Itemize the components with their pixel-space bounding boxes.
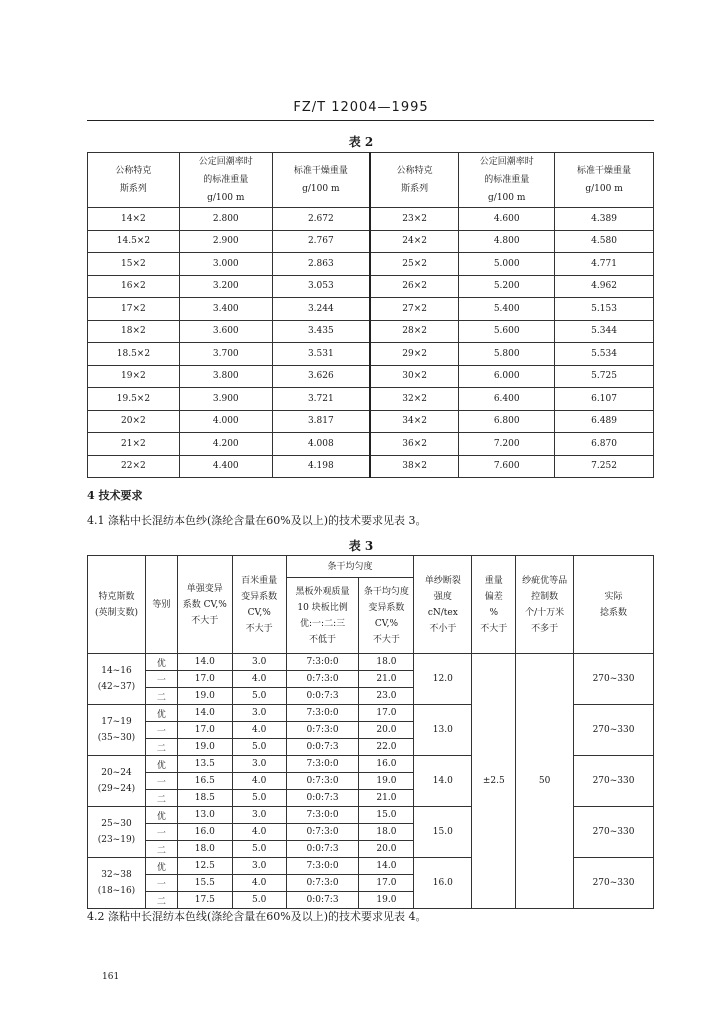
t3-tex-english: (18~16) bbox=[97, 886, 136, 896]
t3-tex: 14~16 bbox=[101, 666, 132, 676]
t2-header-cell bbox=[179, 153, 272, 208]
t3-value: 20.0 bbox=[359, 841, 414, 858]
t3-value: 4.0 bbox=[232, 671, 286, 688]
t2-row bbox=[88, 388, 654, 411]
t2-header-cell bbox=[88, 153, 180, 208]
t3-value: 5.0 bbox=[232, 688, 286, 705]
t2-cell: 4.962 bbox=[555, 275, 654, 298]
t2-cell: 5.200 bbox=[459, 275, 555, 298]
t2-cell: 16×2 bbox=[88, 275, 180, 298]
t3-value: 0:0:7:3 bbox=[286, 841, 359, 858]
t3-grade: 优 bbox=[145, 654, 177, 671]
t2-cell: 5.600 bbox=[459, 320, 555, 343]
t2-cell: 19×2 bbox=[88, 365, 180, 388]
t3-tex-cell bbox=[88, 705, 146, 756]
t2-cell: 4.400 bbox=[179, 455, 272, 478]
t2-cell: 3.000 bbox=[179, 253, 272, 276]
t2-row bbox=[88, 208, 654, 231]
t2-cell: 18.5×2 bbox=[88, 343, 180, 366]
t3-grade: 二 bbox=[145, 841, 177, 858]
t2-cell: 2.767 bbox=[272, 230, 370, 253]
t2-cell: 2.672 bbox=[272, 208, 370, 231]
t3-header-blackboard: 黑板外观质量 10 块板比例 优:一:二:三 不低于 bbox=[286, 578, 359, 654]
t3-value: 0:7:3:0 bbox=[286, 824, 359, 841]
t2-row bbox=[88, 320, 654, 343]
t3-value: 19.0 bbox=[359, 773, 414, 790]
t2-cell: 6.870 bbox=[555, 433, 654, 456]
t3-twist: 270~330 bbox=[574, 858, 654, 909]
table3 bbox=[87, 555, 654, 909]
t3-value: 3.0 bbox=[232, 705, 286, 722]
t3-value: 0:0:7:3 bbox=[286, 790, 359, 807]
t3-value: 0:7:3:0 bbox=[286, 671, 359, 688]
t2-row bbox=[88, 230, 654, 253]
t2-cell: 7.252 bbox=[555, 455, 654, 478]
t3-twist: 270~330 bbox=[574, 807, 654, 858]
t2-header-line: g/100 m bbox=[302, 184, 340, 194]
t3-value: 19.0 bbox=[359, 892, 414, 909]
t2-cell: 4.580 bbox=[555, 230, 654, 253]
t2-cell: 18×2 bbox=[88, 320, 180, 343]
t2-header-line: 标准干燥重量 bbox=[577, 166, 632, 176]
t2-cell: 15×2 bbox=[88, 253, 180, 276]
t3-value: 16.0 bbox=[359, 756, 414, 773]
t2-cell: 19.5×2 bbox=[88, 388, 180, 411]
t2-row bbox=[88, 275, 654, 298]
t2-cell: 27×2 bbox=[370, 298, 459, 321]
t2-cell: 6.800 bbox=[459, 410, 555, 433]
t3-tex: 25~30 bbox=[101, 819, 132, 829]
t2-cell: 5.800 bbox=[459, 343, 555, 366]
t2-cell: 6.000 bbox=[459, 365, 555, 388]
t3-tex-cell bbox=[88, 807, 146, 858]
t3-tex-cell bbox=[88, 654, 146, 705]
t3-grade: 优 bbox=[145, 705, 177, 722]
t3-value: 19.0 bbox=[177, 739, 232, 756]
t3-value: 21.0 bbox=[359, 671, 414, 688]
t3-value: 17.0 bbox=[177, 671, 232, 688]
t3-value: 4.0 bbox=[232, 773, 286, 790]
t2-header-line: 公定回潮率时 bbox=[198, 157, 253, 167]
t3-header-cv-weight: 百米重量 变异系数 CV,% 不大于 bbox=[232, 556, 286, 654]
t3-value: 18.0 bbox=[359, 654, 414, 671]
t2-header-cell bbox=[555, 153, 654, 208]
t3-grade: 一 bbox=[145, 824, 177, 841]
t3-grade: 二 bbox=[145, 688, 177, 705]
t2-cell: 5.000 bbox=[459, 253, 555, 276]
t3-value: 14.0 bbox=[177, 705, 232, 722]
table3-caption: 表 3 bbox=[348, 539, 374, 553]
t3-tex-english: (42~37) bbox=[97, 682, 136, 692]
t3-grade: 二 bbox=[145, 739, 177, 756]
t2-cell: 14.5×2 bbox=[88, 230, 180, 253]
t2-cell: 3.531 bbox=[272, 343, 370, 366]
t2-header-cell bbox=[272, 153, 370, 208]
t2-cell: 6.400 bbox=[459, 388, 555, 411]
t2-cell: 14×2 bbox=[88, 208, 180, 231]
t2-cell: 32×2 bbox=[370, 388, 459, 411]
t3-tenacity: 14.0 bbox=[414, 756, 472, 807]
t2-cell: 3.053 bbox=[272, 275, 370, 298]
t2-cell: 4.389 bbox=[555, 208, 654, 231]
table2-caption: 表 2 bbox=[348, 135, 374, 149]
section-4-2-text: 4.2 涤粘中长混纺本色线(涤纶含量在60%及以上)的技术要求见表 4。 bbox=[87, 910, 427, 923]
t2-header-line: 公称特克 bbox=[396, 166, 433, 176]
t3-value: 0:0:7:3 bbox=[286, 688, 359, 705]
t2-row bbox=[88, 433, 654, 456]
t3-value: 16.5 bbox=[177, 773, 232, 790]
header-rule bbox=[87, 120, 654, 121]
section-4-1-text: 4.1 涤粘中长混纺本色纱(涤纶含量在60%及以上)的技术要求见表 3。 bbox=[87, 514, 427, 527]
t2-header-line: g/100 m bbox=[488, 193, 526, 203]
t2-cell: 3.200 bbox=[179, 275, 272, 298]
t3-value: 13.0 bbox=[177, 807, 232, 824]
t3-value: 4.0 bbox=[232, 875, 286, 892]
t3-value: 15.0 bbox=[359, 807, 414, 824]
t2-header-line: 斯系列 bbox=[401, 184, 429, 194]
t3-header-grade: 等别 bbox=[145, 556, 177, 654]
t3-value: 3.0 bbox=[232, 858, 286, 875]
t3-value: 4.0 bbox=[232, 824, 286, 841]
t3-grade: 二 bbox=[145, 790, 177, 807]
t2-cell: 3.800 bbox=[179, 365, 272, 388]
t3-twist: 270~330 bbox=[574, 756, 654, 807]
t2-cell: 3.721 bbox=[272, 388, 370, 411]
t2-cell: 5.725 bbox=[555, 365, 654, 388]
t3-value: 18.0 bbox=[177, 841, 232, 858]
t3-value: 14.0 bbox=[359, 858, 414, 875]
t3-value: 0:7:3:0 bbox=[286, 875, 359, 892]
t2-cell: 25×2 bbox=[370, 253, 459, 276]
t2-cell: 4.800 bbox=[459, 230, 555, 253]
t3-value: 5.0 bbox=[232, 790, 286, 807]
t3-value: 17.0 bbox=[359, 875, 414, 892]
t3-header-cv-evenness: 条干均匀度 变异系数 CV,% 不大于 bbox=[359, 578, 414, 654]
t3-value: 7:3:0:0 bbox=[286, 654, 359, 671]
t3-value: 13.5 bbox=[177, 756, 232, 773]
t3-tex: 17~19 bbox=[101, 717, 132, 727]
t2-row bbox=[88, 365, 654, 388]
t3-value: 3.0 bbox=[232, 654, 286, 671]
t3-value: 12.5 bbox=[177, 858, 232, 875]
page-number: 161 bbox=[102, 972, 120, 982]
t3-twist: 270~330 bbox=[574, 705, 654, 756]
t3-value: 21.0 bbox=[359, 790, 414, 807]
t2-cell: 3.817 bbox=[272, 410, 370, 433]
t2-header-cell bbox=[459, 153, 555, 208]
t2-cell: 2.863 bbox=[272, 253, 370, 276]
t3-grade: 优 bbox=[145, 756, 177, 773]
t2-cell: 5.400 bbox=[459, 298, 555, 321]
t3-value: 18.5 bbox=[177, 790, 232, 807]
t3-value: 0:0:7:3 bbox=[286, 739, 359, 756]
t2-header-line: g/100 m bbox=[207, 193, 245, 203]
t2-cell: 38×2 bbox=[370, 455, 459, 478]
t2-header-cell bbox=[370, 153, 459, 208]
t2-row bbox=[88, 298, 654, 321]
standard-header: FZ/T 12004—1995 bbox=[293, 100, 429, 115]
t3-value: 0:7:3:0 bbox=[286, 773, 359, 790]
t3-value: 14.0 bbox=[177, 654, 232, 671]
t3-grade: 一 bbox=[145, 671, 177, 688]
t3-tex-cell bbox=[88, 858, 146, 909]
t3-header-tex: 特克斯数 (英制支数) bbox=[88, 556, 146, 654]
t2-cell: 30×2 bbox=[370, 365, 459, 388]
t2-cell: 5.344 bbox=[555, 320, 654, 343]
t2-row bbox=[88, 410, 654, 433]
t3-value: 5.0 bbox=[232, 892, 286, 909]
t2-cell: 4.600 bbox=[459, 208, 555, 231]
t3-tex-english: (29~24) bbox=[97, 784, 136, 794]
t3-value: 7:3:0:0 bbox=[286, 756, 359, 773]
t3-tenacity: 13.0 bbox=[414, 705, 472, 756]
t2-cell: 29×2 bbox=[370, 343, 459, 366]
t3-value: 3.0 bbox=[232, 807, 286, 824]
t2-cell: 6.489 bbox=[555, 410, 654, 433]
t2-cell: 7.600 bbox=[459, 455, 555, 478]
t3-value: 7:3:0:0 bbox=[286, 807, 359, 824]
t3-value: 7:3:0:0 bbox=[286, 858, 359, 875]
t2-cell: 3.900 bbox=[179, 388, 272, 411]
t3-header-cv-strength: 单强变异 系数 CV,% 不大于 bbox=[177, 556, 232, 654]
t2-cell: 2.900 bbox=[179, 230, 272, 253]
t2-header-line: 标准干燥重量 bbox=[293, 166, 348, 176]
t2-cell: 7.200 bbox=[459, 433, 555, 456]
t2-cell: 4.771 bbox=[555, 253, 654, 276]
t2-cell: 28×2 bbox=[370, 320, 459, 343]
t2-header-line: 的标准重量 bbox=[203, 175, 249, 185]
t2-cell: 21×2 bbox=[88, 433, 180, 456]
t2-cell: 3.700 bbox=[179, 343, 272, 366]
t3-tex-english: (35~30) bbox=[97, 733, 136, 743]
t3-neps-limit: 50 bbox=[516, 654, 574, 909]
t3-value: 17.0 bbox=[177, 722, 232, 739]
t2-header-line: 斯系列 bbox=[119, 184, 147, 194]
t3-value: 15.5 bbox=[177, 875, 232, 892]
t3-value: 20.0 bbox=[359, 722, 414, 739]
t2-cell: 4.000 bbox=[179, 410, 272, 433]
t3-tex: 20~24 bbox=[101, 768, 132, 778]
t2-cell: 20×2 bbox=[88, 410, 180, 433]
t3-value: 0:7:3:0 bbox=[286, 722, 359, 739]
t3-header-twist: 实际 捻系数 bbox=[574, 556, 654, 654]
t2-cell: 17×2 bbox=[88, 298, 180, 321]
t2-header-line: 公定回潮率时 bbox=[479, 157, 534, 167]
t3-twist: 270~330 bbox=[574, 654, 654, 705]
t3-value: 19.0 bbox=[177, 688, 232, 705]
t2-cell: 3.626 bbox=[272, 365, 370, 388]
t3-value: 5.0 bbox=[232, 841, 286, 858]
t3-header-evenness: 条干均匀度 bbox=[286, 556, 414, 578]
t3-grade: 优 bbox=[145, 807, 177, 824]
t2-cell: 34×2 bbox=[370, 410, 459, 433]
t2-cell: 3.600 bbox=[179, 320, 272, 343]
t2-row bbox=[88, 253, 654, 276]
t3-value: 16.0 bbox=[177, 824, 232, 841]
t2-header-line: 的标准重量 bbox=[484, 175, 530, 185]
t2-cell: 3.435 bbox=[272, 320, 370, 343]
t3-value: 7:3:0:0 bbox=[286, 705, 359, 722]
t3-value: 0:0:7:3 bbox=[286, 892, 359, 909]
t2-row bbox=[88, 455, 654, 478]
t3-grade: 一 bbox=[145, 875, 177, 892]
t3-value: 23.0 bbox=[359, 688, 414, 705]
t3-header-tenacity: 单纱断裂 强度 cN/tex 不小于 bbox=[414, 556, 472, 654]
t3-grade: 优 bbox=[145, 858, 177, 875]
t3-value: 3.0 bbox=[232, 756, 286, 773]
t2-cell: 5.534 bbox=[555, 343, 654, 366]
t2-cell: 4.198 bbox=[272, 455, 370, 478]
t3-row bbox=[88, 654, 654, 671]
t3-grade: 一 bbox=[145, 722, 177, 739]
section-4-title: 4 技术要求 bbox=[87, 489, 143, 502]
t2-cell: 4.008 bbox=[272, 433, 370, 456]
t2-cell: 3.400 bbox=[179, 298, 272, 321]
t3-value: 17.0 bbox=[359, 705, 414, 722]
t2-cell: 23×2 bbox=[370, 208, 459, 231]
t2-cell: 24×2 bbox=[370, 230, 459, 253]
t2-cell: 22×2 bbox=[88, 455, 180, 478]
t2-cell: 2.800 bbox=[179, 208, 272, 231]
t3-value: 22.0 bbox=[359, 739, 414, 756]
t3-tex-english: (23~19) bbox=[97, 835, 136, 845]
t3-tenacity: 12.0 bbox=[414, 654, 472, 705]
t3-tenacity: 15.0 bbox=[414, 807, 472, 858]
t2-cell: 3.244 bbox=[272, 298, 370, 321]
t3-value: 5.0 bbox=[232, 739, 286, 756]
t3-tenacity: 16.0 bbox=[414, 858, 472, 909]
t3-weight-deviation: ±2.5 bbox=[472, 654, 516, 909]
t2-header-line: 公称特克 bbox=[115, 166, 152, 176]
t3-grade: 二 bbox=[145, 892, 177, 909]
t2-row bbox=[88, 343, 654, 366]
t2-cell: 36×2 bbox=[370, 433, 459, 456]
t2-header-line: g/100 m bbox=[585, 184, 623, 194]
t2-cell: 26×2 bbox=[370, 275, 459, 298]
t3-header-weight-dev: 重量 偏差 % 不大于 bbox=[472, 556, 516, 654]
t3-value: 18.0 bbox=[359, 824, 414, 841]
t3-header-neps: 纱疵优等品 控制数 个/十万米 不多于 bbox=[516, 556, 574, 654]
t2-cell: 4.200 bbox=[179, 433, 272, 456]
t2-cell: 5.153 bbox=[555, 298, 654, 321]
t3-value: 4.0 bbox=[232, 722, 286, 739]
t2-cell: 6.107 bbox=[555, 388, 654, 411]
t3-grade: 一 bbox=[145, 773, 177, 790]
t3-tex: 32~38 bbox=[101, 870, 132, 880]
t3-tex-cell bbox=[88, 756, 146, 807]
t3-value: 17.5 bbox=[177, 892, 232, 909]
table2 bbox=[87, 152, 654, 478]
